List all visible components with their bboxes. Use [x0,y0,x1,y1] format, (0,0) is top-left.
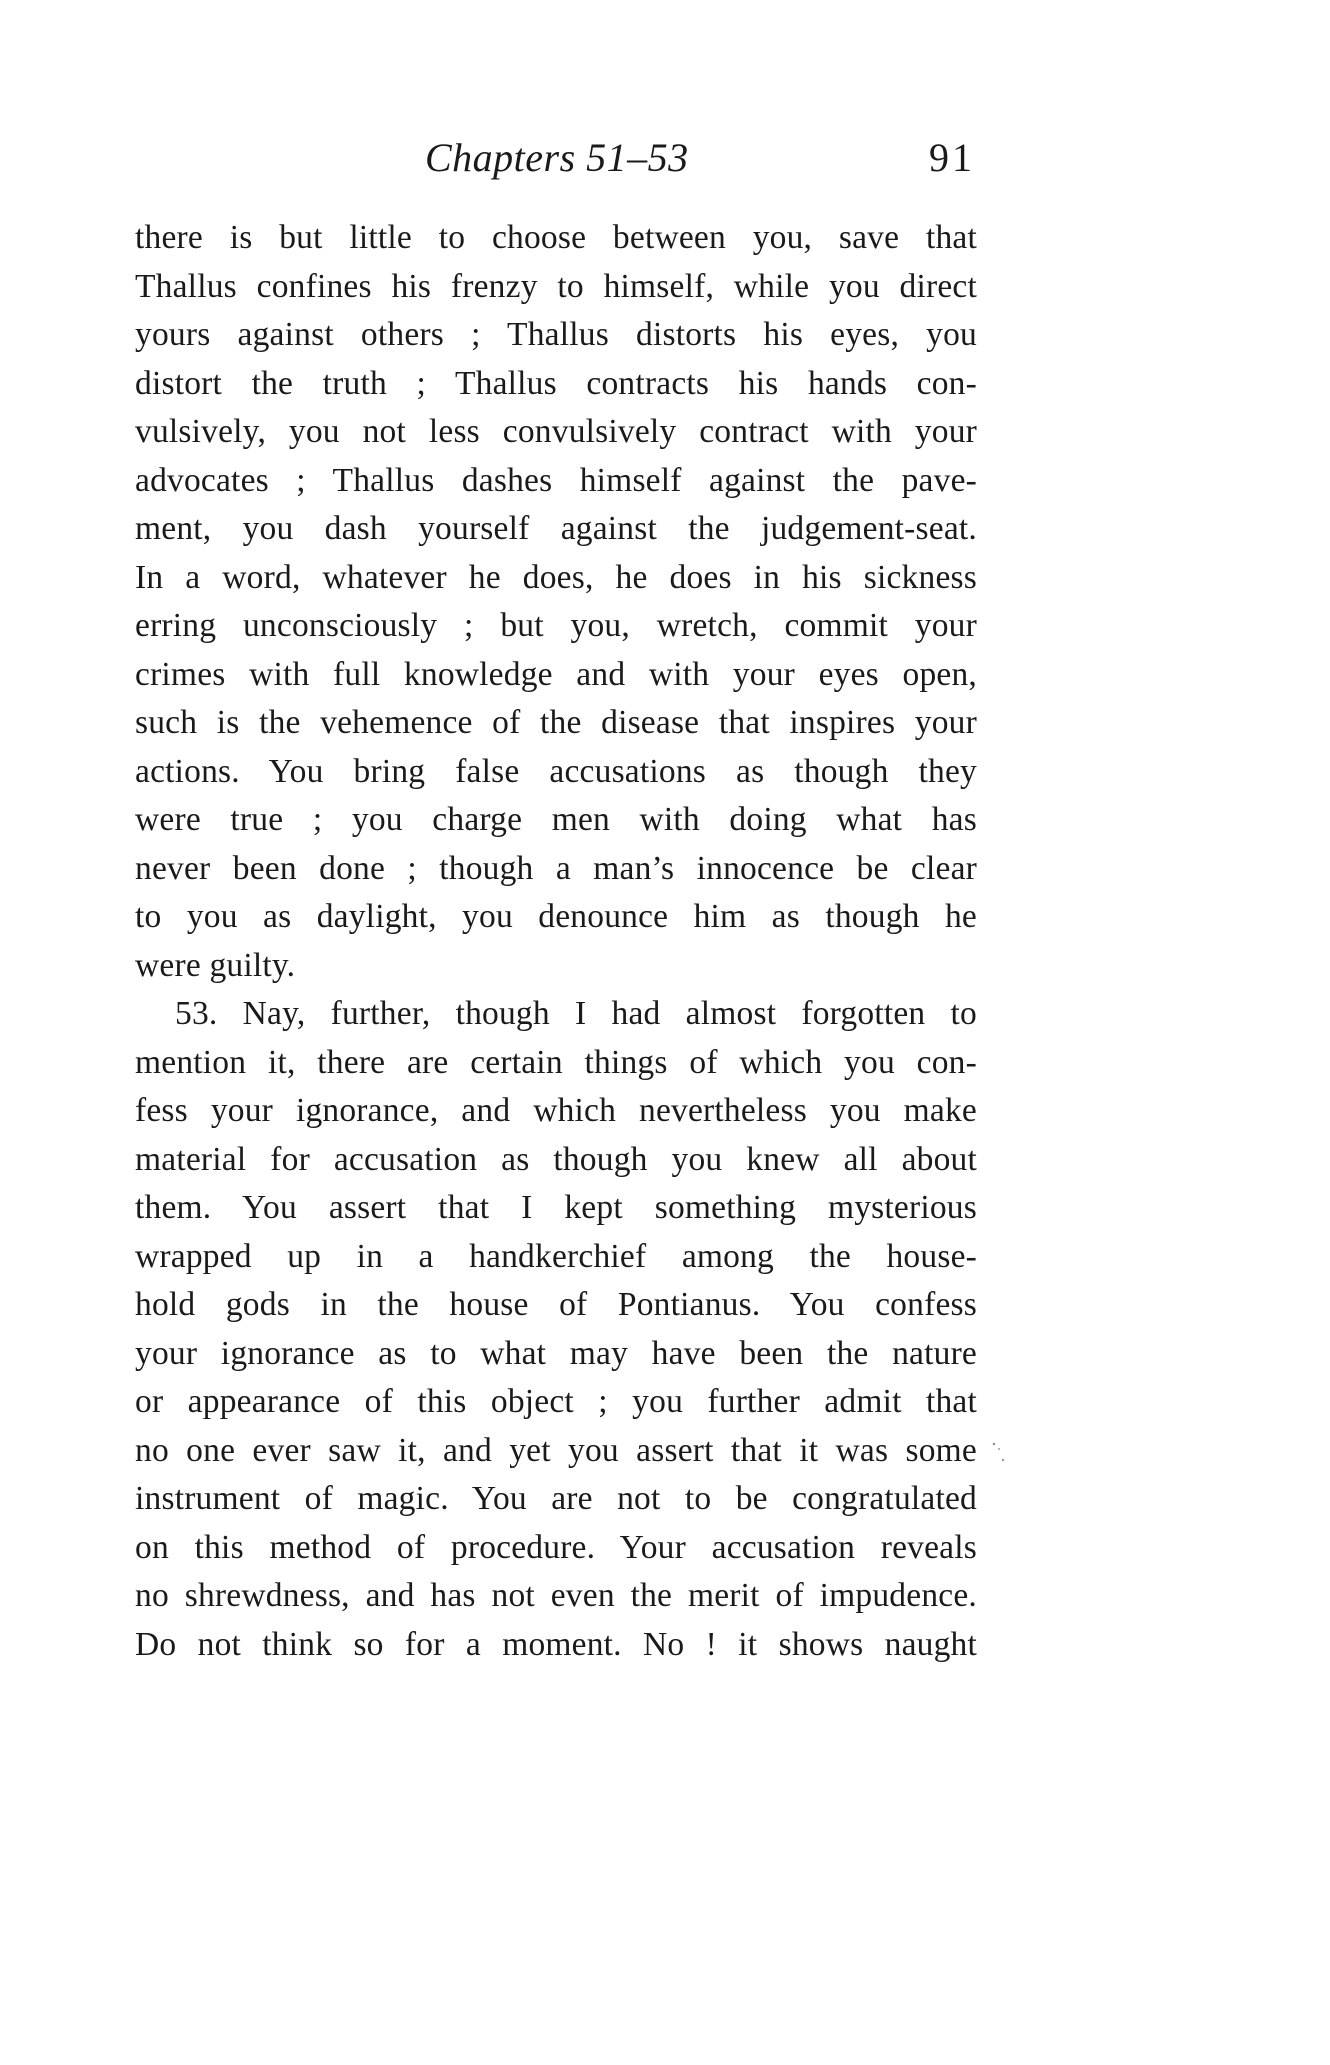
text-line: ment, you dash yourself against the judgement-seat. [135,510,977,547]
text-line: distort the truth ; Thallus contracts his hands con- [135,364,977,402]
text-line: to you as daylight, you denounce him as though he [135,898,977,935]
text-line: such is the vehemence of the disease that inspires your [135,704,977,741]
text-line: your ignorance as to what may have been the nature [135,1334,977,1372]
page-number: 91 [929,135,975,180]
text-line: 53. Nay, further, though I had almost forgotten to [175,995,977,1032]
text-line: vulsively, you not less convulsively contract with your [135,413,977,450]
text-line: hold gods in the house of Pontianus. You confess [135,1286,977,1323]
text-line: actions. You bring false accusations as though they [135,752,977,790]
text-line: yours against others ; Thallus distorts his eyes, you [135,316,977,353]
text-line: Thallus confines his frenzy to himself, while you direct [135,267,977,305]
text-line: them. You assert that I kept something mysterious [135,1189,977,1226]
text-line: were true ; you charge men with doing what has [135,801,977,838]
text-line: crimes with full knowledge and with your eyes open, [135,655,977,693]
text-line: mention it, there are certain things of which you con- [135,1043,977,1081]
text-line: In a word, whatever he does, he does in his sickness [135,558,977,596]
text-line: advocates ; Thallus dashes himself against the pave- [135,461,977,499]
text-line: or appearance of this object ; you further admit that [135,1383,977,1420]
text-line: erring unconsciously ; but you, wretch, commit your [135,607,977,644]
paragraph [135,214,977,990]
text-line: never been done ; though a man’s innocence be clear [135,849,977,887]
text-line: Do not think so for a moment. No ! it shows naught [135,1625,977,1663]
text-line: there is but little to choose between you, save that [135,219,977,256]
text-line: on this method of procedure. Your accusation reveals [135,1528,977,1566]
text-line: instrument of magic. You are not to be congratulated [135,1480,977,1517]
body-text [135,214,977,1669]
text-line: no shrewdness, and has not even the merit of impudence. [135,1577,977,1614]
running-head [135,128,975,188]
text-line: wrapped up in a handkerchief among the house- [135,1237,977,1275]
ink-speck-mark [988,1436,1008,1466]
text-line: fess your ignorance, and which nevertheless you make [135,1092,977,1129]
running-title: Chapters 51–53 [425,135,689,180]
text-line: material for accusation as though you knew all about [135,1140,977,1178]
text-line: were guilty. [135,946,296,984]
text-line: no one ever saw it, and yet you assert that it was some [135,1431,977,1469]
paragraph [135,990,977,1669]
